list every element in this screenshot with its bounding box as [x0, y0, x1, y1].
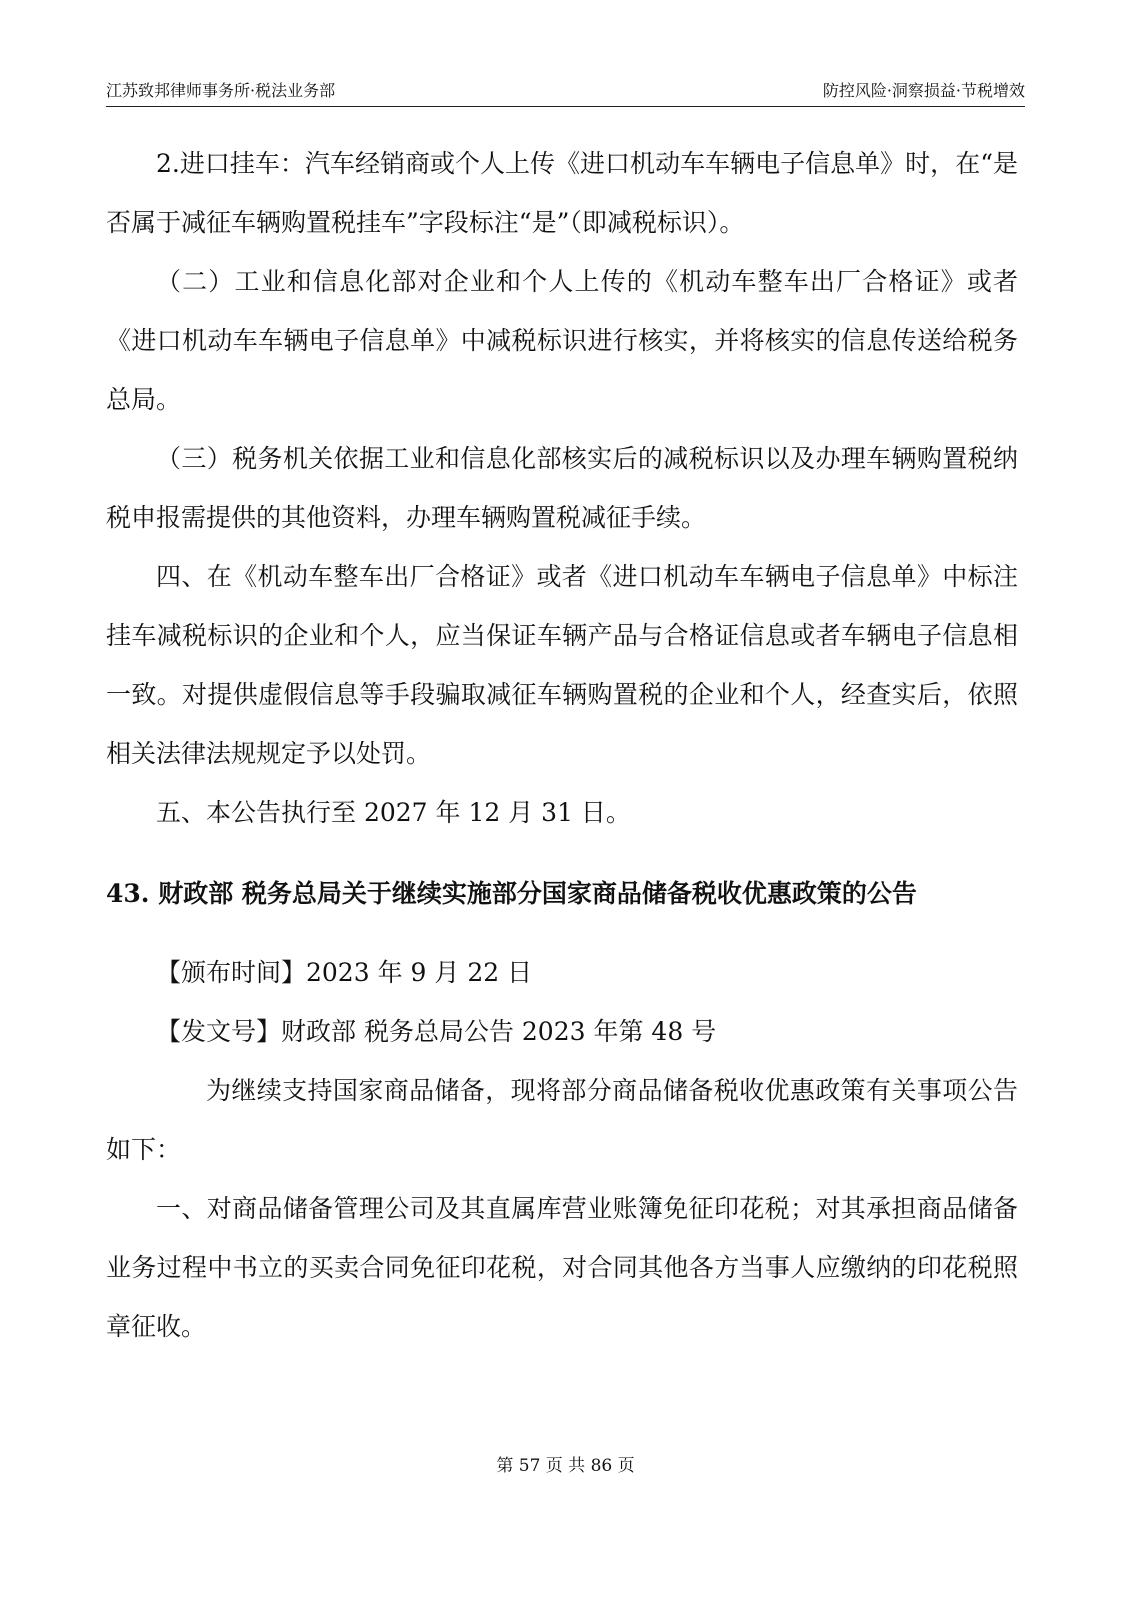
header-firm-name: 江苏致邦律师事务所·税法业务部: [106, 81, 336, 100]
document-number: 【发文号】财政部 税务总局公告 2023 年第 48 号: [156, 1017, 717, 1046]
page-body: [106, 134, 1018, 1356]
paragraph-item-four: 四、在《机动车整车出厂合格证》或者《进口机动车车辆电子信息单》中标注挂车减税标识的企业和个人，应当保证车辆产品与合格证信息或者车辆电子信息相一致。对提供虚假信息等手段骗取减征车辆购置税的企业和个人，经查实后，依照相关法律法规规定予以处罚。: [106, 562, 1018, 768]
paragraph-section-three: （三）税务机关依据工业和信息化部核实后的减税标识以及办理车辆购置税纳税申报需提供的其他资料，办理车辆购置税减征手续。: [106, 444, 1018, 532]
paragraph-item-five: 五、本公告执行至 2027 年 12 月 31 日。: [156, 798, 631, 827]
header-slogan: 防控风险·洞察损益·节税增效: [822, 81, 1025, 100]
page-header: [106, 78, 1025, 107]
paragraph-import-trailer: 2.进口挂车：汽车经销商或个人上传《进口机动车车辆电子信息单》时，在“是否属于减征车辆购置税挂车”字段标注“是”（即减税标识）。: [106, 149, 1018, 237]
paragraph-section-two: （二）工业和信息化部对企业和个人上传的《机动车整车出厂合格证》或者《进口机动车车辆电子信息单》中减税标识进行核实，并将核实的信息传送给税务总局。: [106, 267, 1018, 414]
issue-date: 【颁布时间】2023 年 9 月 22 日: [156, 958, 533, 987]
page-footer: 第 57 页 共 86 页: [496, 1456, 635, 1476]
paragraph-intro: 为继续支持国家商品储备，现将部分商品储备税收优惠政策有关事项公告如下：: [106, 1076, 1018, 1164]
paragraph-item-one: 一、对商品储备管理公司及其直属库营业账簿免征印花税；对其承担商品储备业务过程中书立的买卖合同免征印花税，对合同其他各方当事人应缴纳的印花税照章征收。: [106, 1194, 1018, 1341]
section-heading: 43. 财政部 税务总局关于继续实施部分国家商品储备税收优惠政策的公告: [106, 879, 917, 908]
